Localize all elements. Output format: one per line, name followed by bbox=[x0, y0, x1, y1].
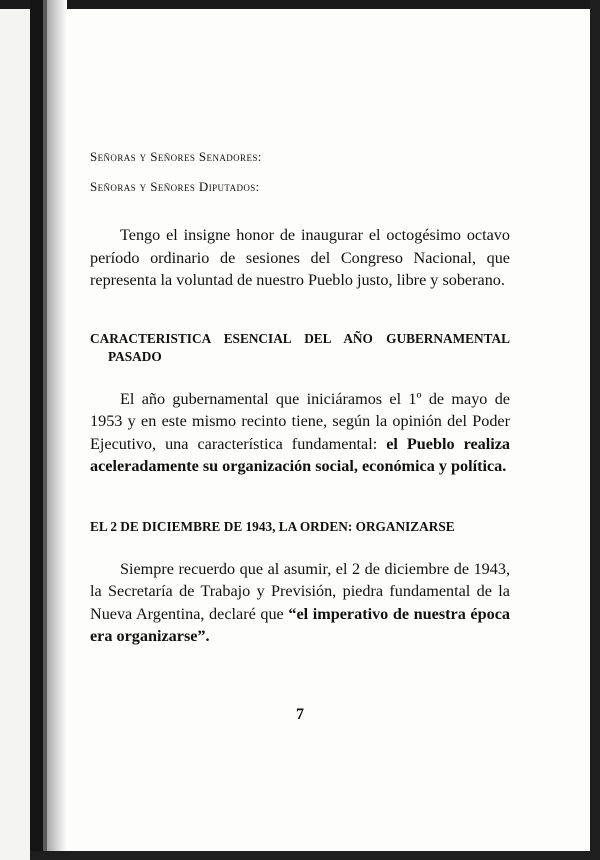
scan-left-margin bbox=[0, 9, 30, 860]
section-heading-1: CARACTERISTICA ESENCIAL DEL AÑO GUBERNAMENTAL PASADO bbox=[90, 330, 510, 364]
scan-binding-edge bbox=[30, 0, 43, 860]
section-1-text: El año gubernamental que iniciáramos el 1º de mayo de 1953 y en este mismo recinto tiene, según la opinión del Poder Ejecutivo, una característica fundamental: bbox=[90, 389, 510, 453]
salutation-deputies: Señoras y Señores Diputados: bbox=[90, 179, 260, 194]
section-2-paragraph bbox=[90, 558, 510, 648]
section-2-text: Siempre recuerdo que al asumir, el 2 de diciembre de 1943, la Secretaría de Trabajo y Previsión, piedra fundamental de la Nueva Argentina, declaré que bbox=[90, 559, 510, 623]
scan-top-edge bbox=[0, 0, 600, 9]
section-1-paragraph bbox=[90, 388, 510, 478]
scan-bottom-edge bbox=[30, 851, 600, 860]
page-number: 7 bbox=[296, 706, 304, 723]
opening-paragraph: Tengo el insigne honor de inaugurar el octogésimo octavo período ordinario de sesiones del Congreso Nacional, que representa la voluntad de nuestro Pueblo justo, libre y soberano. bbox=[90, 226, 510, 289]
salutation-senators: Señoras y Señores Senadores: bbox=[90, 149, 262, 164]
section-1-bold-text: el Pueblo realiza aceleradamente su organización social, económica y política. bbox=[90, 434, 511, 475]
page-text bbox=[90, 148, 510, 648]
scan-gutter-shadow bbox=[47, 0, 67, 860]
section-2-bold-text: “el imperativo de nuestra época era organizarse”. bbox=[90, 604, 510, 645]
section-heading-2: EL 2 DE DICIEMBRE DE 1943, LA ORDEN: ORGANIZARSE bbox=[90, 518, 455, 534]
scan-right-edge bbox=[590, 0, 600, 860]
